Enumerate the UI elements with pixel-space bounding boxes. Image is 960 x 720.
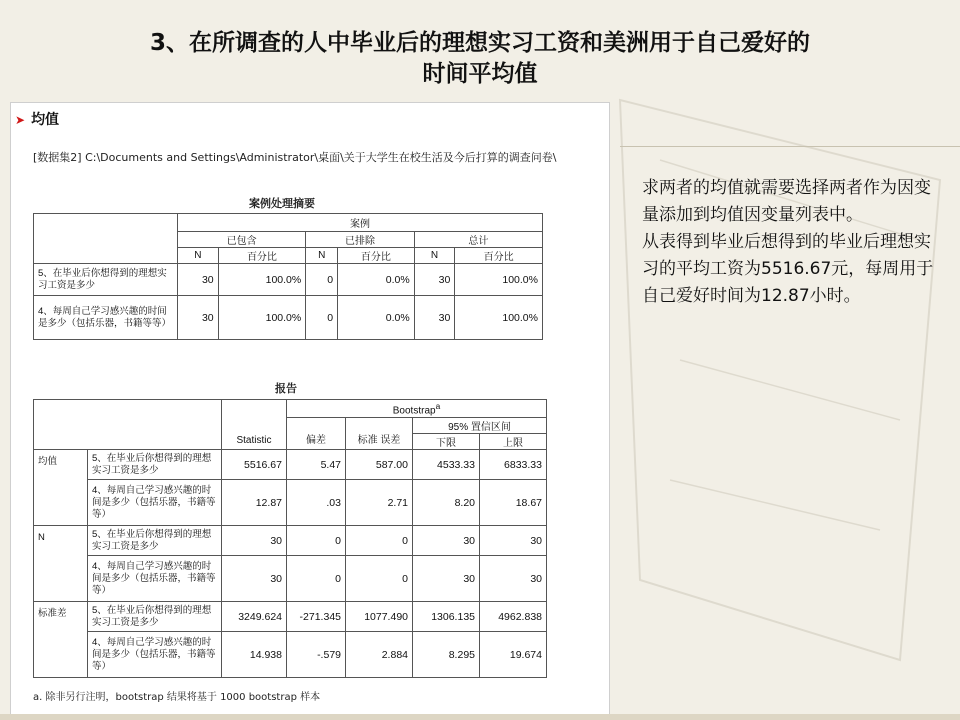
cell: 100.0% — [218, 264, 306, 296]
group-n: N — [34, 526, 88, 602]
table-row — [34, 480, 547, 526]
cell: 0 — [287, 526, 346, 556]
background-sketch — [600, 60, 960, 720]
row-label: 4、每周自己学习感兴趣的时间是多少（包括乐器，书籍等等） — [88, 632, 222, 678]
report-caption: 报告 — [275, 382, 297, 395]
cell: -271.345 — [287, 602, 346, 632]
description-paragraph-1: 求两者的均值就需要选择两者作为因变量添加到均值因变量列表中。 — [642, 178, 931, 225]
cell: 4533.33 — [413, 450, 480, 480]
row-label: 4、每周自己学习感兴趣的时间是多少（包括乐器，书籍等等） — [34, 296, 178, 340]
cell: 100.0% — [455, 264, 543, 296]
cell: 12.87 — [222, 480, 287, 526]
title-line-1: 3、在所调查的人中毕业后的理想实习工资和美洲用于自己爱好的 — [149, 30, 810, 56]
col-upper: 上限 — [480, 434, 547, 450]
cell: 0.0% — [338, 264, 415, 296]
report-table — [33, 399, 547, 678]
col-bias: 偏差 — [287, 418, 346, 450]
bootstrap-label: Bootstrap — [392, 405, 436, 417]
description-text — [642, 175, 942, 310]
row-label: 4、每周自己学习感兴趣的时间是多少（包括乐器，书籍等等） — [88, 556, 222, 602]
cell: 30 — [414, 264, 455, 296]
cell: -.579 — [287, 632, 346, 678]
cell: 1077.490 — [346, 602, 413, 632]
col-n: N — [306, 248, 338, 264]
cell: 5516.67 — [222, 450, 287, 480]
cell: 587.00 — [346, 450, 413, 480]
table-row — [34, 526, 547, 556]
slide-title — [0, 28, 960, 90]
output-title-label: 均值 — [31, 112, 60, 128]
cell: 30 — [480, 556, 547, 602]
cell: 30 — [222, 556, 287, 602]
col-statistic: Statistic — [222, 400, 287, 450]
cell: 6833.33 — [480, 450, 547, 480]
col-lower: 下限 — [413, 434, 480, 450]
table-row — [34, 556, 547, 602]
bottom-bar — [0, 714, 960, 720]
table-row — [34, 296, 543, 340]
cell: 8.295 — [413, 632, 480, 678]
cell: 14.938 — [222, 632, 287, 678]
decorative-line — [620, 146, 960, 147]
cell: 0 — [287, 556, 346, 602]
description-paragraph-2: 从表得到毕业后想得到的毕业后理想实习的平均工资为5516.67元，每周用于自己爱好时间为12.87小时。 — [642, 232, 934, 306]
cell: 0 — [346, 556, 413, 602]
col-pct: 百分比 — [455, 248, 543, 264]
cell: 30 — [178, 264, 219, 296]
cell: 30 — [178, 296, 219, 340]
footnote: a. 除非另行注明，bootstrap 结果将基于 1000 bootstrap 样本 — [33, 692, 321, 703]
output-title — [15, 109, 59, 129]
cell: 3249.624 — [222, 602, 287, 632]
col-pct: 百分比 — [218, 248, 306, 264]
bootstrap-sup: a — [435, 400, 441, 411]
cell: 0 — [346, 526, 413, 556]
summary-table — [33, 213, 543, 340]
summary-col-included: 已包含 — [178, 232, 306, 248]
col-stderr: 标准 误差 — [346, 418, 413, 450]
cell: 100.0% — [218, 296, 306, 340]
summary-caption: 案例处理摘要 — [249, 197, 315, 210]
cell: 0 — [306, 264, 338, 296]
arrow-icon: ➤ — [15, 113, 26, 127]
cell: 5.47 — [287, 450, 346, 480]
cell: 0.0% — [338, 296, 415, 340]
table-row — [34, 450, 547, 480]
title-line-2: 时间平均值 — [422, 61, 538, 87]
table-row — [34, 602, 547, 632]
cell: 19.674 — [480, 632, 547, 678]
cell: .03 — [287, 480, 346, 526]
spss-output-panel — [10, 102, 610, 720]
cell: 2.71 — [346, 480, 413, 526]
row-label: 5、在毕业后你想得到的理想实习工资是多少 — [34, 264, 178, 296]
table-row — [34, 264, 543, 296]
group-mean: 均值 — [34, 450, 88, 526]
summary-group-header: 案例 — [178, 214, 543, 232]
row-label: 5、在毕业后你想得到的理想实习工资是多少 — [88, 602, 222, 632]
cell: 2.884 — [346, 632, 413, 678]
report-corner — [34, 400, 222, 450]
col-pct: 百分比 — [338, 248, 415, 264]
cell: 18.67 — [480, 480, 547, 526]
summary-corner — [34, 214, 178, 264]
cell: 1306.135 — [413, 602, 480, 632]
group-sd: 标准差 — [34, 602, 88, 678]
ci-header: 95% 置信区间 — [413, 418, 547, 434]
row-label: 5、在毕业后你想得到的理想实习工资是多少 — [88, 450, 222, 480]
cell: 30 — [413, 556, 480, 602]
cell: 4962.838 — [480, 602, 547, 632]
cell: 8.20 — [413, 480, 480, 526]
row-label: 5、在毕业后你想得到的理想实习工资是多少 — [88, 526, 222, 556]
table-row — [34, 632, 547, 678]
cell: 30 — [222, 526, 287, 556]
summary-col-excluded: 已排除 — [306, 232, 414, 248]
cell: 30 — [414, 296, 455, 340]
cell: 0 — [306, 296, 338, 340]
col-n: N — [178, 248, 219, 264]
bootstrap-header — [287, 400, 547, 418]
row-label: 4、每周自己学习感兴趣的时间是多少（包括乐器，书籍等等） — [88, 480, 222, 526]
dataset-path: [数据集2] C:\Documents and Settings\Administrator\桌面\关于大学生在校生活及今后打算的调查问卷\ — [33, 151, 557, 164]
cell: 30 — [413, 526, 480, 556]
summary-col-total: 总计 — [414, 232, 542, 248]
cell: 100.0% — [455, 296, 543, 340]
cell: 30 — [480, 526, 547, 556]
col-n: N — [414, 248, 455, 264]
